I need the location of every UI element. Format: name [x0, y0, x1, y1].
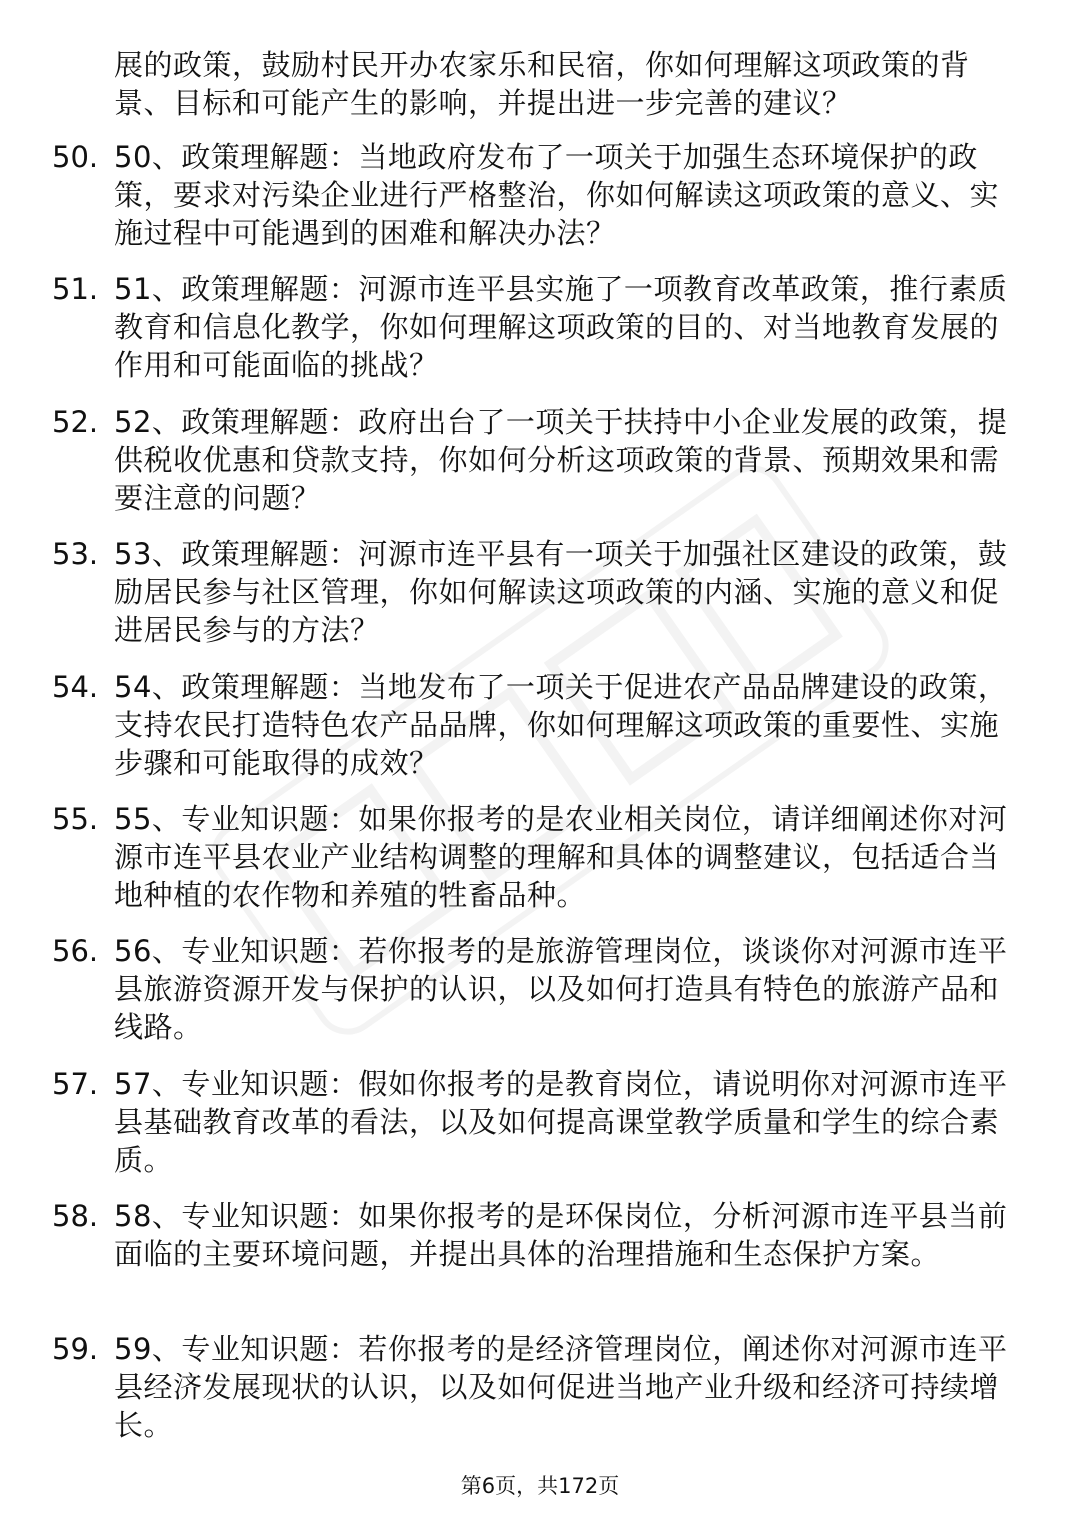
question-number: 53. — [52, 537, 99, 572]
question-text: 54、政策理解题：当地发布了一项关于促进农产品品牌建设的政策，支持农民打造特色农产品品牌，你如何理解这项政策的重要性、实施步骤和可能取得的成效？ — [114, 669, 1008, 780]
continuation-paragraph: 展的政策，鼓励村民开办农家乐和民宿，你如何理解这项政策的背景、目标和可能产生的影响，并提出进一步完善的建议？ — [114, 48, 970, 120]
question-text: 58、专业知识题：如果你报考的是环保岗位，分析河源市连平县当前面临的主要环境问题，并提出具体的治理措施和生态保护方案。 — [114, 1199, 1008, 1272]
question-text: 57、专业知识题：假如你报考的是教育岗位，请说明你对河源市连平县基础教育改革的看法，以及如何提高课堂教学质量和学生的综合素质。 — [114, 1066, 1008, 1177]
list-item — [0, 800, 1080, 912]
question-number: 51. — [52, 272, 99, 307]
question-number: 58. — [52, 1199, 99, 1234]
question-list — [0, 138, 1080, 1462]
question-number: 57. — [52, 1066, 99, 1101]
list-item — [0, 1197, 1080, 1301]
question-text: 56、专业知识题：若你报考的是旅游管理岗位，谈谈你对河源市连平县旅游资源开发与保护的认识，以及如何打造具有特色的旅游产品和线路。 — [114, 934, 1008, 1045]
list-item — [0, 1330, 1080, 1442]
question-number: 59. — [52, 1331, 99, 1366]
list-item — [0, 932, 1080, 1045]
question-number: 55. — [52, 801, 99, 836]
question-text: 52、政策理解题：政府出台了一项关于扶持中小企业发展的政策，提供税收优惠和贷款支持，你如何分析这项政策的背景、预期效果和需要注意的问题？ — [114, 404, 1008, 515]
question-number: 52. — [52, 404, 99, 439]
list-item — [0, 535, 1080, 648]
question-text: 51、政策理解题：河源市连平县实施了一项教育改革政策，推行素质教育和信息化教学，你如何理解这项政策的目的、对当地教育发展的作用和可能面临的挑战？ — [114, 272, 1008, 383]
question-text: 55、专业知识题：如果你报考的是农业相关岗位，请详细阐述你对河源市连平县农业产业结构调整的理解和具体的调整建议，包括适合当地种植的农作物和养殖的牲畜品种。 — [114, 801, 1008, 912]
page-footer: 第6页，共172页 — [460, 1474, 620, 1498]
list-item — [0, 270, 1080, 383]
question-text: 59、专业知识题：若你报考的是经济管理岗位，阐述你对河源市连平县经济发展现状的认识，以及如何促进当地产业升级和经济可持续增长。 — [114, 1331, 1008, 1442]
list-item — [0, 1065, 1080, 1177]
question-number: 54. — [52, 669, 99, 704]
question-text: 53、政策理解题：河源市连平县有一项关于加强社区建设的政策，鼓励居民参与社区管理，你如何解读这项政策的内涵、实施的意义和促进居民参与的方法？ — [114, 537, 1008, 648]
list-item — [0, 403, 1080, 515]
list-item — [0, 138, 1080, 250]
question-text: 50、政策理解题：当地政府发布了一项关于加强生态环境保护的政策，要求对污染企业进行严格整治，你如何解读这项政策的意义、实施过程中可能遇到的困难和解决办法？ — [114, 140, 1000, 250]
list-item — [0, 668, 1080, 780]
question-number: 56. — [52, 934, 99, 969]
question-number: 50. — [52, 140, 99, 174]
